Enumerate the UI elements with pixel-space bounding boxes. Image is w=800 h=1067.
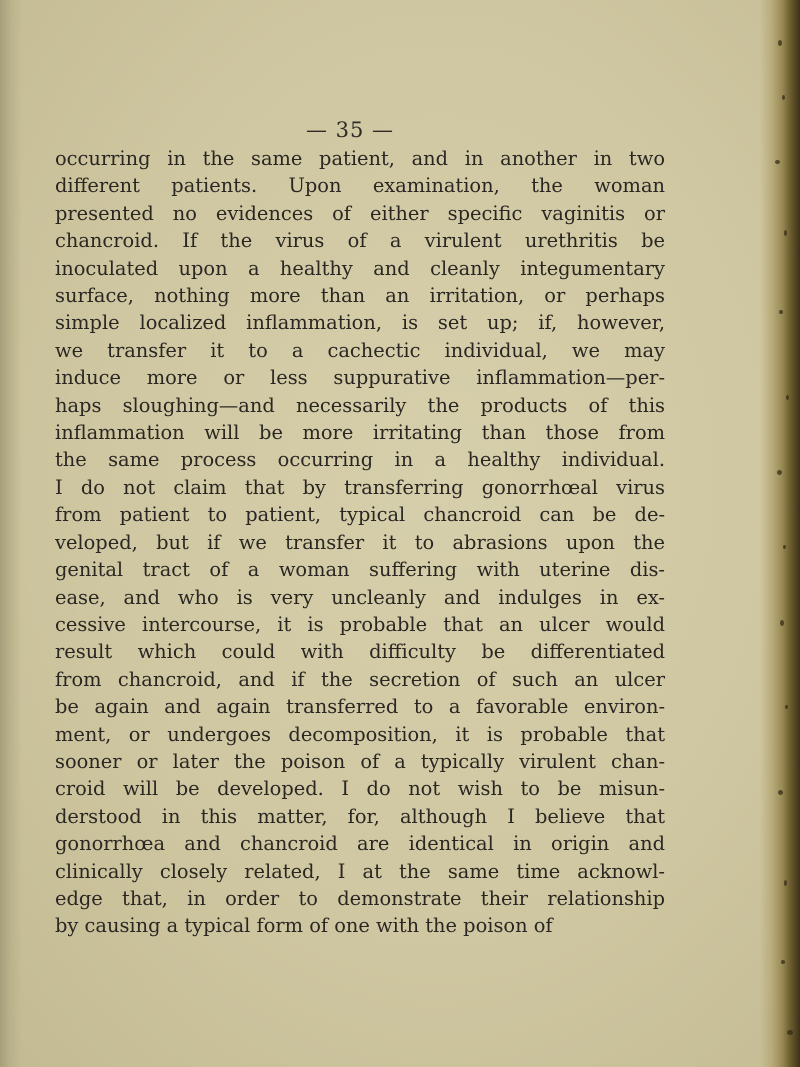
text-line: different patients. Upon examination, the woman: [55, 174, 665, 198]
text-line: from chancroid, and if the secretion of such an ulcer: [55, 667, 665, 691]
text-line: inoculated upon a healthy and cleanly integumentary: [55, 256, 665, 280]
page-gutter-shadow: [0, 0, 22, 1067]
text-line: induce more or less suppurative inflammation—per-: [55, 366, 665, 390]
text-line: ment, or undergoes decomposition, it is probable that: [55, 722, 665, 746]
body-text: [55, 145, 665, 940]
text-line: presented no evidences of either specific vaginitis or: [55, 201, 665, 225]
text-line: surface, nothing more than an irritation, or perhaps: [55, 284, 665, 308]
text-line: simple localized inflammation, is set up; if, however,: [55, 311, 665, 335]
text-line: sooner or later the poison of a typically virulent chan-: [55, 749, 665, 773]
text-line: veloped, but if we transfer it to abrasions upon the: [55, 530, 665, 554]
text-line: result which could with difficulty be differentiated: [55, 640, 665, 664]
text-line: occurring in the same patient, and in another in two: [55, 147, 665, 170]
text-line: cessive intercourse, it is probable that an ulcer would: [55, 612, 665, 636]
text-line: genital tract of a woman suffering with uterine dis-: [55, 558, 665, 582]
text-line: croid will be developed. I do not wish to be misun-: [55, 777, 665, 801]
text-line: I do not claim that by transferring gonorrhœal virus: [55, 475, 665, 499]
page-number: — 35 —: [305, 118, 395, 142]
text-line: the same process occurring in a healthy individual.: [55, 448, 665, 472]
text-line: be again and again transferred to a favorable environ-: [55, 695, 665, 719]
text-line: we transfer it to a cachectic individual, we may: [55, 338, 665, 362]
text-line: gonorrhœa and chancroid are identical in origin and: [55, 832, 665, 856]
text-line: clinically closely related, I at the same time acknowl-: [55, 859, 665, 883]
text-line: inflammation will be more irritating than those from: [55, 421, 665, 445]
text-line: by causing a typical form of one with the poison of: [55, 914, 553, 938]
page-edge-foxing: [760, 0, 800, 1067]
text-line: edge that, in order to demonstrate their relationship: [55, 886, 665, 910]
text-line: chancroid. If the virus of a virulent urethritis be: [55, 229, 665, 253]
text-line: from patient to patient, typical chancroid can be de-: [55, 503, 665, 527]
text-line: ease, and who is very uncleanly and indulges in ex-: [55, 585, 665, 609]
text-line: derstood in this matter, for, although I believe that: [55, 804, 665, 828]
text-line: haps sloughing—and necessarily the products of this: [55, 393, 665, 417]
